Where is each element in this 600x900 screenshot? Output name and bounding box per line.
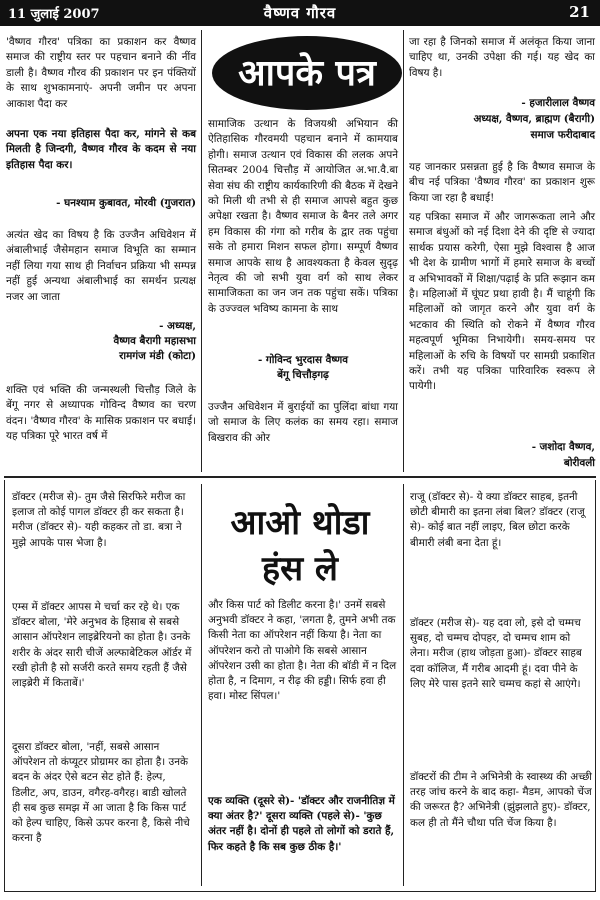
letter-signature: रामगंज मंडी (कोटा) (119, 350, 196, 362)
letter-signature: - हजारीलाल वैष्णव (521, 97, 595, 109)
letter-text: सामाजिक उत्थान के विजयश्री अभियान की ऐतिहासिक गौरवमयी पहचान बनाने में कामयाब होगी। समाज उत्थान एवं विकास की ललक अपने सितम्बर 2004 चित्तौड़ में आयोजित अ.भा.वै.बा सेवा संघ की राष्ट्रीय कार्यकारिणी की बैठक में देखने को मिली थी तभी से ही समाज आपसे बहुत कुछ अपेक्षा रखता है। वैष्णव समाज के बैनर तले अगर हम विकास की गंगा को गरीब के द्वार तक पहुंचा सके तो हमारा मिशन सफल होगा। सम्पूर्ण वैष्णव समाज आपके साथ है आवश्यकता है केवल सुदृढ़ नेतृत्व की जो सभी युवा वर्ग को साथ लेकर सामाजिकता का जन जन तक पहुंचा सकें। पत्रिका के उज्ज्वल भविष्य कामना के साथ (208, 118, 398, 315)
column-divider (403, 30, 404, 472)
column-divider (201, 30, 202, 472)
joke-text: डॉक्टर (मरीज से)- यह दवा लो, इसे दो चम्मच सुबह, दो चम्मच दोपहर, दो चम्मच शाम को लेना। मरीज (हाथ जोड़ता हुआ)- डॉक्टर साहब दवा कॉलिज, मैं गरीब आदमी हूं। दवा पीने के लिए मेरे पास इतने सारे चम्मच कहां से आएंगे। (410, 617, 582, 690)
letter-signature: - अध्यक्ष, (159, 320, 196, 332)
joke-text: राजू (डॉक्टर से)- ये क्या डॉक्टर साहब, इतनी छोटी बीमारी का इतना लंबा बिल? डॉक्टर (राजू से)- कोई बात नहीं लाइए, बिल छोटा करके बीमारी लंबी बना देता हूं। (410, 491, 585, 549)
letter-text: उज्जैन अधिवेशन में बुराईयों का पुलिंदा बांधा गया जो समाज के लिए कलंक का समय रहा। समाज बिखराव की ओर (208, 401, 398, 444)
letter-text: यह जानकार प्रसन्नता हुई है कि वैष्णव समाज के बीच नई पत्रिका 'वैष्णव गौरव' का प्रकाशन शुरू किया जा रहा है बधाई! (409, 161, 595, 204)
letter-text: अत्यंत खेद का विषय है कि उज्जैन अधिवेशन में अंबालीभाई जैसेमहान समाज विभूति का सम्मान नहीं लिया गया साथ ही निर्वाचन प्रक्रिया भी सम्पन्न नहीं हुई अन्यथा अंबालीभाई का समर्थन प्रत्यक्ष नजर आ जाता (6, 229, 196, 303)
humor-title-line: आओ थोडा (230, 503, 370, 543)
joke-text: एक व्यक्ति (दूसरे से)- 'डॉक्टर और राजनीतिज्ञ में क्या अंतर है?' दूसरा व्यक्ति (पहले से)- 'कुछ अंतर नहीं है। दोनों ही पहले तो लोगों को डराते हैं, फिर कहते है कि सब कुछ ठीक है।' (208, 795, 395, 853)
letter-signature: बोरीवली (563, 457, 595, 469)
column-divider (403, 484, 404, 886)
column-divider (201, 484, 202, 886)
letters-section-title: आपके पत्र (212, 36, 402, 110)
letter-signature: - गोविन्द भुरदास वैष्णव (257, 354, 349, 366)
humor-section-title (205, 500, 395, 592)
humor-box-right (595, 480, 596, 892)
joke-text: दूसरा डॉक्टर बोला, 'नहीं, सबसे आसान ऑपरेशन तो कंप्यूटर प्रोग्रामर का होता है। उनके बदन के अंदर ऐसे बटन सेट होते हैं: हेल्प, डिलीट, अप, डाउन, वगैरह-वगैरह। बाडी खोलते ही सब कुछ समझ में आ जाता है कि किस पार्ट को हेल्प चाहिए, किसे ऊपर करना है, किसे नीचे करना है (12, 741, 190, 845)
letter-text: जा रहा है जिनको समाज में अलंकृत किया जाना चाहिए था, उनकी उपेक्षा की गई। यह खेद का विषय है। (409, 36, 595, 79)
letter-signature: अध्यक्ष, वैष्णव, ब्राह्मण (बैरागी) (473, 113, 595, 125)
letter-poem: अपना एक नया इतिहास पैदा कर, मांगने से कब मिलती है जिन्दगी, वैष्णव गौरव के कदम से नया इतिहास पैदा कर। (6, 128, 196, 171)
humor-title-line: हंस ले (262, 549, 338, 589)
joke-text: डॉक्टर (मरीज से)- तुम जैसे सिरफिरे मरीज का इलाज तो कोई पागल डॉक्टर ही कर सकता है। मरीज (डॉक्टर से)- यही कहकर तो डा. बत्रा ने मुझे आपके पास भेजा है। (12, 491, 186, 549)
letter-signature: वैष्णव बैरागी महासभा (113, 335, 196, 347)
joke-text: और किस पार्ट को डिलीट करना है।' उनमें सबसे अनुभवी डॉक्टर ने कहा, 'लगता है, तुमने अभी तक किसी नेता का ऑपरेशन नहीं किया है। नेता का ऑपरेशन करो तो पाओगे कि सबसे आसान ऑपरेशन उसी का होता है। नेता की बॉडी में न दिल होता है, न दिमाग, न रीढ़ की हड्डी। सिर्फ हवा ही हवा। मोस्ट सिंपल।' (208, 599, 397, 703)
letter-signature: बेंगू चित्तौड़गढ़ (277, 369, 329, 381)
page-header (0, 0, 600, 26)
letter-text: 'वैष्णव गौरव' पत्रिका का प्रकाशन कर वैष्णव समाज की राष्ट्रीय स्तर पर पहचान बनाने की नींव डाली है। वैष्णव गौरव की प्रकाशन पर इन पंक्तियों के साथ शुभकामनाएं- अपनी जमीन पर अपना आकाश पैदा कर (6, 36, 196, 110)
letter-signature: - घनश्याम कुबावत, मोरवी (गुजरात) (56, 197, 196, 209)
issue-date: 11 जुलाई 2007 (8, 7, 100, 22)
page-number: 21 (569, 3, 590, 21)
humor-box-left (4, 480, 5, 892)
letter-signature: - जशोदा वैष्णव, (531, 441, 595, 453)
letter-text: यह पत्रिका समाज में और जागरूकता लाने और समाज बंधुओं को नई दिशा देने की दृष्टि से ज्यादा सार्थक प्रयास करेगी, ऐसा मुझे विश्वास है आज भी देश के ग्रामीण भागों में हमारे समाज के बच्चों व अभिभावकों में शिक्षा/पढ़ाई के प्रति रूझान कम है। महिलाओं में घूंघट प्रथा हावी है। मैं चाहूंगी कि महिलाओं को जागृत करने और युवा वर्ग के भटकाव की स्थिति को रोकने में वैष्णव गौरव महत्वपूर्ण भूमिका निभायेगी। समय-समय पर महिलाओं के रुचि के विषयों पर सामग्री प्रकाशित करें। तभी यह पत्रिका पारिवारिक स्वरूप ले पायेगी। (409, 211, 595, 393)
newspaper-title: वैष्णव गौरव (263, 4, 337, 22)
section-divider (4, 476, 596, 478)
humor-box-bottom (4, 891, 596, 892)
joke-text: डॉक्टरों की टीम ने अभिनेत्री के स्वास्थ्य की अच्छी तरह जांच करने के बाद कहा- मैडम, आपको चेंज की जरूरत है? अभिनेत्री (झुंझलाते हुए)- डॉक्टर, कल ही तो मैंने चौथा पति चेंज किया है। (410, 771, 592, 829)
letter-text: शक्ति एवं भक्ति की जन्मस्थली चित्तौड़ जिले के बेंगू नगर से अध्यापक गोविन्द वैष्णव का चरण वंदन। 'वैष्णव गौरव' के मासिक प्रकाशन पर बधाई। यह पत्रिका पूरे भारत वर्ष में (6, 384, 196, 443)
letter-signature: समाज फरीदाबाद (530, 129, 595, 141)
joke-text: एम्स में डॉक्टर आपस मे चर्चा कर रहे थे। एक डॉक्टर बोला, 'मेरे अनुभव के हिसाब से सबसे आसान ऑपरेशन लाइब्रेरियनो का होता है। उनके शरीर के अंदर सारी चीजें अल्फाबेटिकल ऑर्डर में रखी होती है सो सर्जरी करते समय रहती हैं जैसे लाइब्रेरी में किताबें।' (12, 601, 192, 690)
